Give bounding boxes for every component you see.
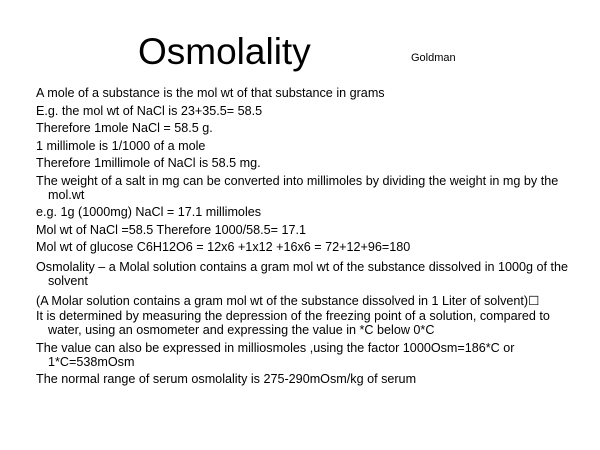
body-line: The value can also be expressed in milliosmoles ,using the factor 1000Osm=186*C or 1*C=538mOsm bbox=[36, 340, 515, 369]
slide-body bbox=[36, 86, 581, 386]
slide-author: Goldman bbox=[411, 52, 456, 64]
body-line: Therefore 1millimole of NaCl is 58.5 mg. bbox=[36, 156, 261, 170]
body-line: Osmolality – a Molal solution contains a gram mol wt of the substance dissolved in 1000g of the solvent bbox=[36, 260, 569, 288]
body-line: It is determined by measuring the depression of the freezing point of a solution, compared to water, using an osmometer and expressing the value in *C below 0*C bbox=[36, 309, 550, 337]
body-line: The weight of a salt in mg can be converted into millimoles by dividing the weight in mg by the mol.wt bbox=[36, 173, 559, 202]
body-line: E.g. the mol wt of NaCl is 23+35.5= 58.5 bbox=[36, 103, 263, 118]
body-line: A mole of a substance is the mol wt of that substance in grams bbox=[36, 86, 385, 100]
body-line: Mol wt of NaCl =58.5 Therefore 1000/58.5= 17.1 bbox=[36, 222, 307, 237]
body-line: The normal range of serum osmolality is 275-290mOsm/kg of serum bbox=[36, 372, 417, 386]
slide-title: Osmolality bbox=[138, 31, 311, 72]
body-line: 1 millimole is 1/1000 of a mole bbox=[36, 138, 206, 153]
body-line: e.g. 1g (1000mg) NaCl = 17.1 millimoles bbox=[36, 205, 262, 219]
body-line: Mol wt of glucose C6H12O6 = 12x6 +1x12 +16x6 = 72+12+96=180 bbox=[36, 240, 411, 254]
body-line: Therefore 1mole NaCl = 58.5 g. bbox=[36, 121, 213, 135]
body-line: (A Molar solution contains a gram mol wt of the substance dissolved in 1 Liter of solvent)☐ bbox=[36, 294, 540, 308]
